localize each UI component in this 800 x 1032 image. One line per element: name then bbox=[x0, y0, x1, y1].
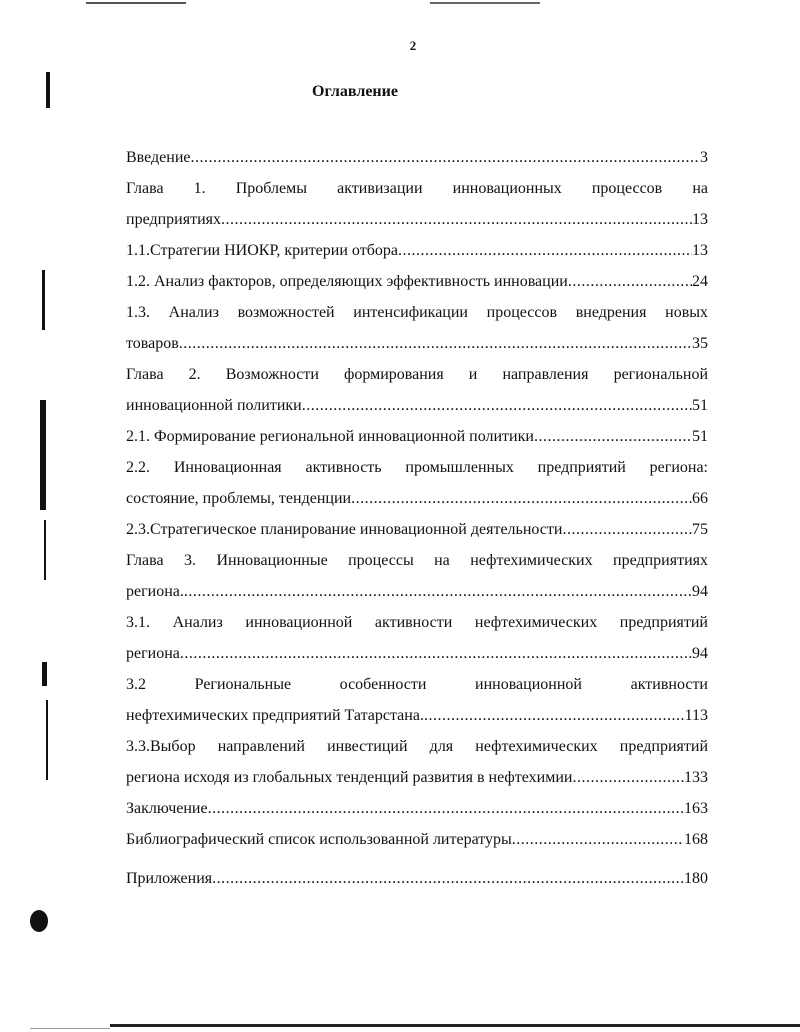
toc-entry-line bbox=[126, 762, 708, 793]
scan-artifact bbox=[430, 2, 540, 4]
toc-entry bbox=[126, 235, 708, 266]
toc-leader-dots bbox=[568, 266, 692, 297]
punch-hole-mark bbox=[30, 910, 48, 932]
toc-entry-title: 1.1.Стратегии НИОКР, критерии отбора bbox=[126, 242, 398, 259]
scan-margin-mark bbox=[42, 270, 45, 330]
toc-page-number: 24 bbox=[692, 273, 708, 290]
scan-artifact bbox=[110, 1024, 800, 1027]
toc-entry-line bbox=[126, 266, 708, 297]
toc-leader-dots bbox=[179, 328, 692, 359]
toc-page-number: 168 bbox=[684, 831, 708, 848]
toc-leader-dots bbox=[212, 863, 684, 894]
toc-entry-line bbox=[126, 863, 708, 894]
scan-artifact bbox=[30, 1028, 110, 1029]
toc-page-number: 180 bbox=[684, 870, 708, 887]
toc-page-number: 35 bbox=[692, 335, 708, 352]
toc-leader-dots bbox=[562, 514, 692, 545]
table-of-contents bbox=[126, 142, 708, 894]
toc-entry-title: товаров bbox=[126, 335, 179, 352]
toc-entry-title: инновационной политики bbox=[126, 397, 302, 414]
toc-entry bbox=[126, 545, 708, 607]
toc-entry bbox=[126, 514, 708, 545]
toc-leader-dots bbox=[191, 142, 701, 173]
toc-entry bbox=[126, 824, 708, 855]
toc-page-number: 3 bbox=[700, 149, 708, 166]
toc-leader-dots bbox=[424, 700, 685, 731]
toc-entry-line bbox=[126, 142, 708, 173]
toc-leader-dots bbox=[180, 638, 692, 669]
toc-entry bbox=[126, 793, 708, 824]
toc-entry-line bbox=[126, 700, 708, 731]
toc-gap bbox=[126, 855, 708, 863]
toc-entry-line bbox=[126, 204, 708, 235]
toc-entry bbox=[126, 359, 708, 421]
page-title: Оглавление bbox=[312, 83, 398, 100]
toc-entry-title: Библиографический список использованной литературы bbox=[126, 831, 512, 848]
toc-page-number: 66 bbox=[692, 490, 708, 507]
scan-margin-mark bbox=[40, 400, 46, 510]
toc-page-number: 13 bbox=[692, 211, 708, 228]
toc-entry-line bbox=[126, 235, 708, 266]
toc-entry-line bbox=[126, 483, 708, 514]
toc-page-number: 94 bbox=[692, 645, 708, 662]
toc-entry-lead: Глава 2. Возможности формирования и направления региональной bbox=[126, 366, 708, 383]
scan-margin-mark bbox=[44, 520, 46, 580]
toc-entry bbox=[126, 266, 708, 297]
toc-entry-line bbox=[126, 514, 708, 545]
toc-entry bbox=[126, 607, 708, 669]
toc-page-number: 94 bbox=[692, 583, 708, 600]
toc-entry-lead: 2.2. Инновационная активность промышленных предприятий региона: bbox=[126, 459, 708, 476]
toc-entry-title: нефтехимических предприятий Татарстана. bbox=[126, 707, 424, 724]
toc-page-number: 51 bbox=[692, 397, 708, 414]
toc-entry-lead: 1.3. Анализ возможностей интенсификации процессов внедрения новых bbox=[126, 304, 708, 321]
toc-entry bbox=[126, 173, 708, 235]
scan-margin-mark bbox=[46, 700, 48, 780]
toc-entry bbox=[126, 669, 708, 731]
toc-leader-dots bbox=[184, 576, 692, 607]
toc-entry bbox=[126, 421, 708, 452]
toc-leader-dots bbox=[208, 793, 684, 824]
toc-entry-title: Заключение bbox=[126, 800, 208, 817]
toc-entry-lead: 3.2 Региональные особенности инновационной активности bbox=[126, 676, 708, 693]
toc-entry-line bbox=[126, 793, 708, 824]
scan-artifact bbox=[86, 2, 186, 4]
toc-entry bbox=[126, 452, 708, 514]
toc-entry-title: региона исходя из глобальных тенденций развития в нефтехимии bbox=[126, 769, 573, 786]
toc-entry-lead: 3.1. Анализ инновационной активности нефтехимических предприятий bbox=[126, 614, 708, 631]
toc-leader-dots bbox=[572, 762, 684, 793]
toc-entry-line bbox=[126, 421, 708, 452]
scan-margin-mark bbox=[42, 662, 47, 686]
toc-entry bbox=[126, 297, 708, 359]
toc-entry-title: Приложения bbox=[126, 870, 213, 887]
toc-page-number: 133 bbox=[684, 769, 708, 786]
toc-entry-line bbox=[126, 576, 708, 607]
toc-entry-title: 2.1. Формирование региональной инновационной политики bbox=[126, 428, 534, 445]
toc-entry-title: состояние, проблемы, тенденции bbox=[126, 490, 352, 507]
toc-page-number: 163 bbox=[684, 800, 708, 817]
toc-leader-dots bbox=[302, 390, 692, 421]
toc-entry-line bbox=[126, 328, 708, 359]
toc-leader-dots bbox=[351, 483, 692, 514]
toc-entry bbox=[126, 731, 708, 793]
toc-entry bbox=[126, 863, 708, 894]
toc-entry-title: 2.3.Стратегическое планирование инновационной деятельности bbox=[126, 521, 563, 538]
toc-entry-title: региона bbox=[126, 645, 180, 662]
toc-entry-title: региона. bbox=[126, 583, 184, 600]
toc-leader-dots bbox=[221, 204, 692, 235]
toc-entry-lead: 3.3.Выбор направлений инвестиций для нефтехимических предприятий bbox=[126, 738, 708, 755]
toc-page-number: 13 bbox=[692, 242, 708, 259]
toc-page-number: 51 bbox=[692, 428, 708, 445]
toc-entry-title: 1.2. Анализ факторов, определяющих эффективность инновации bbox=[126, 273, 568, 290]
toc-leader-dots bbox=[512, 824, 684, 855]
toc-entry-title: предприятиях bbox=[126, 211, 221, 228]
toc-leader-dots bbox=[398, 235, 692, 266]
page-number: 2 bbox=[409, 38, 417, 53]
toc-page-number: 75 bbox=[692, 521, 708, 538]
toc-page-number: 113 bbox=[684, 707, 708, 724]
toc-entry-lead: Глава 3. Инновационные процессы на нефтехимических предприятиях bbox=[126, 552, 708, 569]
toc-leader-dots bbox=[534, 421, 692, 452]
toc-entry-line bbox=[126, 638, 708, 669]
toc-entry-lead: Глава 1. Проблемы активизации инновационных процессов на bbox=[126, 180, 708, 197]
toc-entry-line bbox=[126, 824, 708, 855]
toc-entry bbox=[126, 142, 708, 173]
toc-entry-title: Введение bbox=[126, 149, 191, 166]
toc-entry-line bbox=[126, 390, 708, 421]
